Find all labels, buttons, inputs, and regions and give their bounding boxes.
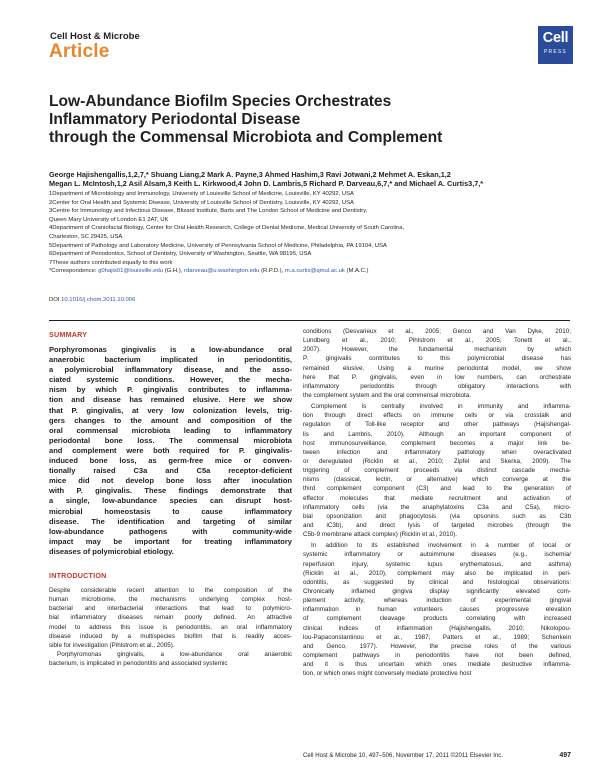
summary-line: diseases of polymicrobial etiology. xyxy=(49,546,174,556)
intro-line: Despite considerable recent attention to the composition of the xyxy=(49,586,292,594)
body-line: In addition to its established involvement in a number of local or xyxy=(311,542,571,550)
page-footer xyxy=(303,752,571,759)
affiliation-line: Queen Mary University of London E1 2AT, UK xyxy=(49,216,169,223)
affiliations xyxy=(49,190,569,276)
footer-citation: Cell Host & Microbe 10, 497–506, November 17, 2011 ©2011 Elsevier Inc. xyxy=(303,752,504,759)
logo-subtext: PRESS xyxy=(544,49,567,55)
summary-line: with P. gingivalis. These findings demonstrate that xyxy=(49,486,292,496)
body-line: tion, or which ones might conversely mediate protective host xyxy=(303,670,472,678)
article-title xyxy=(49,93,559,148)
summary-line: gers changes to the amount and composition of the xyxy=(49,415,292,425)
title-line: Low-Abundance Biofilm Species Orchestrates xyxy=(49,93,392,110)
correspondence-label: *Correspondence: xyxy=(49,268,99,275)
intro-line: bacterial and interbacterial interactions that lead to polymicro- xyxy=(49,605,292,613)
body-line: tion through direct effects on immune cells or via crosstalk and xyxy=(303,412,571,420)
intro-line: sible for investigation (Pihlstrom et al., 2005). xyxy=(49,641,175,649)
title-line: through the Commensal Microbiota and Complement xyxy=(49,129,443,147)
summary-line: tion and disease has remained elusive. Here we show xyxy=(49,395,292,405)
doi-link[interactable]: 10.1016/j.chom.2011.10.006 xyxy=(61,297,136,303)
header-divider xyxy=(49,320,570,321)
email-link-darveau[interactable]: rdarveau@u.washington.edu xyxy=(184,268,260,275)
summary-line: mice did not develop bone loss after inoculation xyxy=(49,476,292,486)
body-line: systemic inflammatory or autoimmune diseases (e.g., ischemia/ xyxy=(303,551,571,559)
summary-line: anaerobic bacterium implicated in periodontitis, xyxy=(49,355,292,365)
email-link-hajishengallis[interactable]: g0hajis01@louisville.edu xyxy=(98,268,164,275)
body-line: lis and Lambris, 2010). Although an important component of xyxy=(303,430,571,438)
intro-line: human microbiome, the mechanisms underlying complex host- xyxy=(49,596,292,604)
summary-line: periodontal bone loss. The commensal microbiota xyxy=(49,435,292,445)
body-line: clinical indices of inflammation (Hajishengallis, 2010; Nikolopou- xyxy=(303,624,571,632)
logo-text: Cell xyxy=(542,30,569,46)
summary-line: and complement were both required for P. gingivalis- xyxy=(49,445,292,455)
summary-line: that P. gingivalis, at very low colonization levels, trig- xyxy=(49,405,292,415)
affiliation-line: 7These authors contributed equally to this work xyxy=(49,259,173,266)
body-line: Complement is centrally involved in immunity and inflamma- xyxy=(311,403,571,411)
body-line: and Genco, 1977). However, the precise roles of the various xyxy=(303,642,571,650)
body-line: Chronically inflamed gingiva display significantly elevated com- xyxy=(303,587,571,595)
doi-line xyxy=(49,297,135,303)
summary-line: low-abundance pathogens with community-wide xyxy=(49,526,292,536)
body-line: lou-Papaconstantinou et al., 1987; Patters et al., 1989; Schenkein xyxy=(303,633,571,641)
body-line: inflammatory periodontitis through obligatory interactions with xyxy=(303,382,571,390)
right-column-text xyxy=(303,327,571,678)
summary-line: disease. The identification and targeting of similar xyxy=(49,516,292,526)
body-line: complement pathways in periodontitis have not been defined, xyxy=(303,651,571,659)
correspondence-text: (G.H.), xyxy=(163,268,185,275)
summary-text xyxy=(49,345,292,557)
affiliation-line: 3Centre for Immunology and Infectious Disease, Blizard Institute, Barts and The London School of Medicine and Dentistry, xyxy=(49,208,368,215)
body-line: third complement component (C3) and lead to the generation of xyxy=(303,485,571,493)
body-line: or deregulated (Ricklin et al., 2010; Zipfel and Skerka, 2009). The xyxy=(303,457,571,465)
body-line: C5b-9 membrane attack complex) (Ricklin et al., 2010). xyxy=(303,531,457,539)
correspondence-line xyxy=(49,267,569,276)
summary-heading: SUMMARY xyxy=(49,330,88,339)
affiliation-line: 6Department of Periodontics, School of Dentistry, University of Washington, Seattle, WA 98195, USA xyxy=(49,251,312,258)
body-line: conditions (Desvarieux et al., 2005; Genco and Van Dyke, 2010; xyxy=(303,328,571,335)
body-line: P. gingivalis contributes to this polymicrobial disease has xyxy=(303,355,571,363)
left-column xyxy=(49,330,292,668)
body-line: tween infection and inflammatory pathology when overactivated xyxy=(303,448,571,456)
author-line: Megan L. McIntosh,1,2 Asil Alsam,3 Keith L. Kirkwood,4 John D. Lambris,5 Richard P. Darveau,6,7,* and Michael A. Curtis3,7,* xyxy=(49,179,484,189)
intro-line: Porphyromonas gingivalis, a low-abundance oral anaerobic xyxy=(57,650,292,658)
summary-line: a polymicrobial inflammatory disease, and the asso- xyxy=(49,365,292,375)
intro-line: bacterium, is implicated in periodontitis and associated systemic xyxy=(49,660,228,668)
body-line: the complement system and the oral commensal microbiota. xyxy=(303,391,471,399)
body-line: regulation of Toll-like receptor and other pathways (Hajishengal- xyxy=(303,421,571,429)
summary-line: Porphyromonas gingivalis is a low-abundance oral xyxy=(49,345,292,354)
correspondence-text: (R.P.D.), xyxy=(259,268,285,275)
body-line: here that P. gingivalis, even in low numbers, can orchestrate xyxy=(303,373,571,381)
author-list xyxy=(49,170,569,189)
cell-press-logo xyxy=(538,26,573,64)
intro-line: bial inflammatory diseases remain poorly defined. An attractive xyxy=(49,614,292,622)
summary-line: nism by which P. gingivalis contributes to inflamma- xyxy=(49,385,292,395)
body-line: of complement cleavage products correlating with increased xyxy=(303,615,571,623)
summary-line: oral commensal microbiota leading to inflammatory xyxy=(49,425,292,435)
article-type-label: Article xyxy=(49,41,110,62)
author-line: George Hajishengallis,1,2,7,* Shuang Liang,2 Mark A. Payne,3 Ahmed Hashim,3 Ravi Jotwani,2 Mehmet A. Eskan,1,2 xyxy=(49,170,451,179)
body-line: reperfusion injury, systemic lupus erythematosus, and asthma) xyxy=(303,560,571,568)
summary-line: impact may be important for treating inflammatory xyxy=(49,536,292,546)
affiliation-line: 4Department of Craniofacial Biology, Center for Oral Health Research, College of Dental Medicine, Medical University of South Carolina, xyxy=(49,225,405,232)
title-line: Inflammatory Periodontal Disease xyxy=(49,111,301,129)
body-line: and iC3b), and direct lysis of targeted microbes (through the xyxy=(303,521,571,529)
body-line: inflammation in human volunteers causes progressive elevation xyxy=(303,606,571,614)
body-line: plement activity, whereas induction of experimental gingival xyxy=(303,597,571,605)
correspondence-text: (M.A.C.) xyxy=(344,268,369,275)
body-line: and it is thus uncertain which ones mediate destructive inflamma- xyxy=(303,661,571,669)
summary-line: ciated systemic conditions. However, the mecha- xyxy=(49,375,292,385)
page-number: 497 xyxy=(559,752,571,759)
affiliation-line: 5Department of Pathology and Laboratory Medicine, University of Pennsylvania School of Medicine, Philadelphia, PA 19104, USA xyxy=(49,242,387,249)
email-link-curtis[interactable]: m.a.curtis@qmul.ac.uk xyxy=(284,268,345,275)
affiliation-line: Charleston, SC 29425, USA xyxy=(49,233,123,240)
body-line: remained elusive. Using a murine periodontal model, we show xyxy=(303,364,571,372)
body-line: (Ricklin et al., 2010), complement may also be implicated in peri- xyxy=(303,569,571,577)
summary-line: induced bone loss, as germ-free mice or conven- xyxy=(49,456,292,466)
body-line: odontitis, as suggested by clinical and histological observations: xyxy=(303,578,571,586)
doi-label: DOI xyxy=(49,297,62,303)
body-line: nisms (classical, lectin, or alternative) which converge at the xyxy=(303,476,571,484)
affiliation-line: 2Center for Oral Health and Systemic Disease, University of Louisville School of Dentistry, Louisville, KY 40292, USA xyxy=(49,199,354,206)
body-line: triggering of complement proceeds via distinct cascade mecha- xyxy=(303,467,571,475)
introduction-heading: INTRODUCTION xyxy=(49,570,107,580)
intro-line: model to address this issue is periodontitis, an oral inflammatory xyxy=(49,623,292,631)
body-line: Lundberg et al., 2010; Pihlstrom et al., 2005; Tonetti et al., xyxy=(303,337,571,345)
summary-line: tionally raised C3a and C5a receptor-deficient xyxy=(49,466,292,476)
body-line: inflammatory cells (via the anaphylatoxins C3a and C5a), micro- xyxy=(303,503,571,511)
summary-line: a single, low-abundance species can disrupt host- xyxy=(49,496,292,506)
summary-line: microbial homeostasis to cause inflammatory xyxy=(49,506,292,516)
body-line: 2007). However, the fundamental mechanism by which xyxy=(303,346,571,354)
introduction-text xyxy=(49,586,292,668)
journal-name: Cell Host & Microbe xyxy=(50,31,140,42)
body-line: bial opsonization and phagocytosis (via opsonins such as C3b xyxy=(303,512,571,520)
intro-line: disease induced by a multispecies biofilm that is readily acces- xyxy=(49,632,292,640)
body-line: host immunosurveillance, complement becomes a major link be- xyxy=(303,439,571,447)
body-line: effector molecules that mediate recruitment and activation of xyxy=(303,494,571,502)
affiliation-line: 1Department of Microbiology and Immunology, University of Louisville School of Medicine, Louisville, KY 40292, USA xyxy=(49,191,354,197)
